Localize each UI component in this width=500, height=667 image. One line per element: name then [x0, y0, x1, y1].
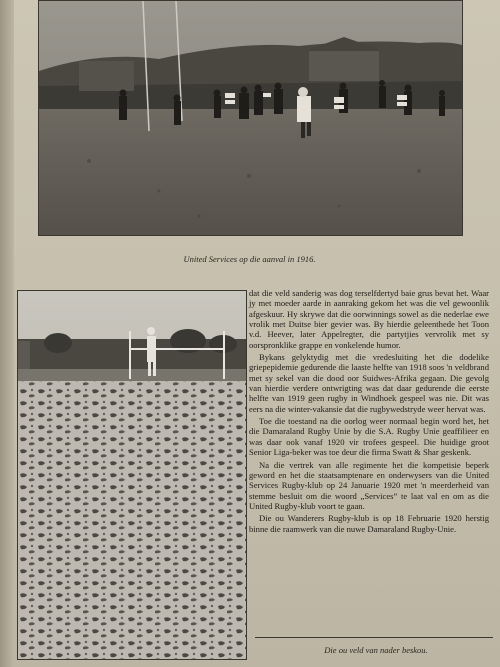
rugby-match-photo-image [39, 1, 462, 235]
article-text [249, 288, 489, 536]
article-paragraph: Na die vertrek van alle regimente het die kompetisie beperk geword en het die staatsamptenare en onderwysers van die United Services Rugby-klub op 24 Januarie 1920 met 'n meerderheid van stemme besluit om die woord „Services” te laat val en om as die United Rugby-klub voort te gaan. [249, 459, 489, 511]
old-field-photo-image [18, 291, 246, 659]
rugby-match-photo [38, 0, 463, 236]
article-paragraph: dat die veld sanderig was dog terselfdertyd baie grus bevat het. Waar jy met moeder aarde in aanraking gekom het was die vel gewoonlik afgeskuur. Hy skrywe dat die oorwinnings sowel as die nederlae ewe vrolik met Duitse bier gevier was. By hierdie geleenthede het Toon v.d. Heever, later Appelregter, die partytjies vervrolik met sy oorspronklike grappe en vonkelende humor. [249, 288, 489, 350]
article-paragraph: Toe die toestand na die oorlog weer normaal begin word het, het die Damaraland Rugby Unie by die S.A. Rugby Unie geaffilieer en was daar ook vanaf 1920 vir trofees gespeel. Die huidige groot Senior Liga-beker was toe deur die firma Swatt & Shar geskenk. [249, 416, 489, 458]
rugby-match-caption: United Services op die aanval in 1916. [183, 254, 316, 264]
divider-line [255, 637, 493, 638]
old-field-caption: Die ou veld van nader beskou. [324, 645, 428, 655]
article-paragraph: Bykans gelyktydig met die vredesluiting het die dodelike griepepidemie gedurende die laaste helfte van 1918 soos 'n veldbrand met sy sekel van die dood oor Suidwes-Afrika gegaan. Die gevolg van hierdie verdere ontwrigting was dat daar gedurende die eerste helfte van 1919 geen rugby in Windhoek gespeel was nie. Dit was eers na die winter-vakansie dat die rugbywedstryde weer hervat was. [249, 352, 489, 414]
article-paragraph: Die ou Wanderers Rugby-klub is op 18 Februarie 1920 herstig binne die raamwerk van die nuwe Damaraland Rugby-Unie. [249, 513, 489, 534]
old-field-photo [17, 290, 247, 660]
page-binding-edge [0, 0, 14, 667]
